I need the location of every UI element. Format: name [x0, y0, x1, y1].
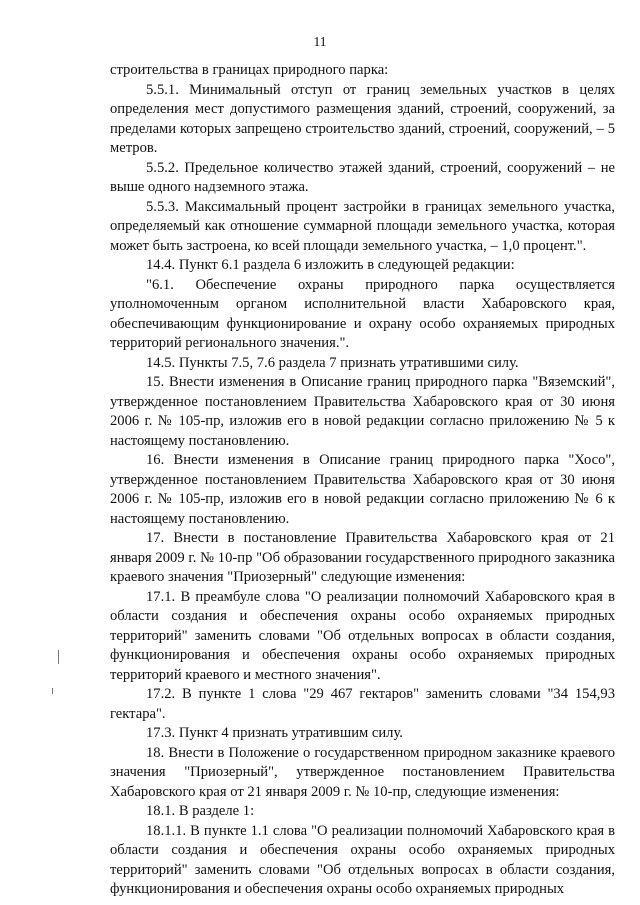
page-number: 11: [313, 34, 327, 49]
paragraph-17: 17. Внести в постановление Правительства Хабаровского края от 21 января 2009 г. № 10-пр "Об образовании государственного природного заказника краевого значения "Приозерный" следующие изменения:: [110, 530, 615, 585]
paragraph-18: 18. Внести в Положение о государственном природном заказнике краевого значения "Приозерный", утвержденное постановлением Правительства Хабаровского края от 21 января 2009 г. № 10-пр, следующие изменения:: [110, 744, 615, 800]
paragraph-14-4: 14.4. Пункт 6.1 раздела 6 изложить в следующей редакции:: [146, 257, 515, 273]
paragraph-14-5: 14.5. Пункты 7.5, 7.6 раздела 7 признать утратившими силу.: [146, 354, 519, 371]
paragraph-continuation: строительства в границах природного парка:: [110, 62, 389, 78]
scan-artifact-mark: [58, 650, 59, 664]
document-body: [110, 61, 615, 900]
paragraph-5-5-2: 5.5.2. Предельное количество этажей зданий, строений, сооружений – не выше одного надземного этажа.: [110, 159, 615, 195]
paragraph-5-5-1: 5.5.1. Минимальный отступ от границ земельных участков в целях определения мест допустимого размещения зданий, строений, сооружений, за пределами которых запрещено строительство зданий, строений, сооружений, – 5 метров.: [110, 81, 615, 156]
paragraph-6-1-quote: "6.1. Обеспечение охраны природного парка осуществляется уполномоченным органом исполнительной власти Хабаровского края, обеспечивающим функционирование и охрану особо охраняемых природных территорий регионального значения.".: [110, 276, 615, 351]
paragraph-16: 16. Внести изменения в Описание границ природного парка "Хосо", утвержденное постановлением Правительства Хабаровского края от 30 июня 2006 г. № 105-пр, изложив его в новой редакции согласно приложению № 6 к настоящему постановлению.: [110, 452, 615, 527]
paragraph-5-5-3: 5.5.3. Максимальный процент застройки в границах земельного участка, определяемый как отношение суммарной площади земельного участка, которая может быть застроена, ко всей площади земельного участка, – 1,0 процент.".: [110, 198, 615, 254]
paragraph-17-2: 17.2. В пункте 1 слова "29 467 гектаров" заменить словами "34 154,93 гектара".: [110, 686, 615, 722]
paragraph-17-1: 17.1. В преамбуле слова "О реализации полномочий Хабаровского края в области создания и обеспечения охраны особо охраняемых природных территорий" заменить словами "Об отдельных вопросах в области создания, функционирования и обеспечения охраны особо охраняемых природных территорий краевого и местного значения".: [110, 588, 615, 683]
scan-artifact-mark: [52, 688, 53, 694]
paragraph-18-1-1: 18.1.1. В пункте 1.1 слова "О реализации полномочий Хабаровского края в области создания и обеспечения охраны особо охраняемых природных территорий" заменить словами "Об отдельных вопросах в области создания, функционирования и обеспечения охраны особо охраняемых природных: [110, 822, 615, 897]
paragraph-18-1: 18.1. В разделе 1:: [146, 803, 255, 819]
paragraph-15: 15. Внести изменения в Описание границ природного парка "Вяземский", утвержденное постановлением Правительства Хабаровского края от 30 июня 2006 г. № 105-пр, изложив его в новой редакции согласно приложению № 5 к настоящему постановлению.: [110, 374, 615, 449]
paragraph-17-3: 17.3. Пункт 4 признать утратившим силу.: [146, 725, 403, 741]
